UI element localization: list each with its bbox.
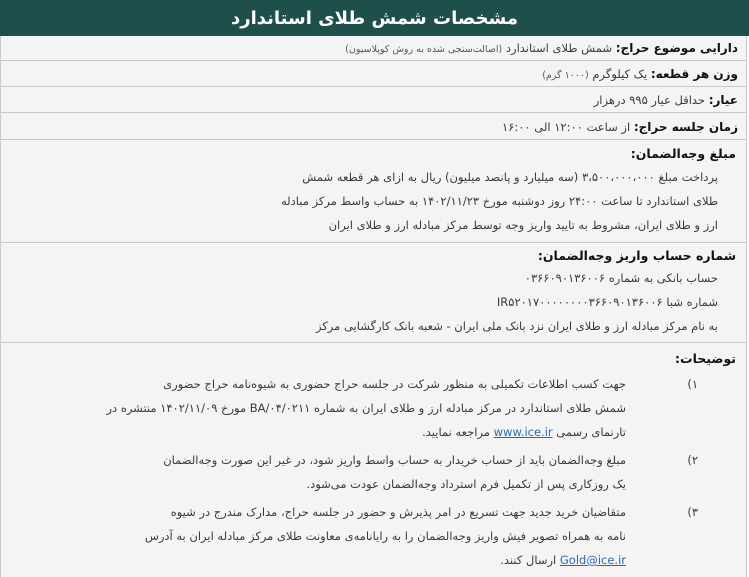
note-text: مراجعه نمایید. <box>422 425 490 439</box>
session-value: از ساعت ۱۲:۰۰ الی ۱۶:۰۰ <box>502 120 631 134</box>
weight-row <box>0 61 747 87</box>
session-row <box>0 113 747 140</box>
note-number: ۱) <box>687 377 698 391</box>
note-line: یک روزکاری پس از تکمیل فرم استرداد وجه‌الضمان عودت می‌شود. <box>306 477 626 491</box>
account-holder: به نام مرکز مبادله ارز و طلای ایران نزد بانک ملی ایران - شعبه بانک کارگشایی مرکز <box>315 319 718 333</box>
iban-number: شماره شبا IR۵۲۰۱۷۰۰۰۰۰۰۰۰۳۶۶۰۹۰۱۳۶۰۰۶ <box>496 295 718 309</box>
guarantee-line: پرداخت مبلغ ۳،۵۰۰،۰۰۰،۰۰۰ (سه میلیارد و پانصد میلیون) ریال به ازای هر قطعه شمش <box>302 170 718 184</box>
guarantee-section <box>0 140 747 243</box>
note-line <box>111 553 626 567</box>
note-text: ارسال کنند. <box>500 553 557 567</box>
weight-value: یک کیلوگرم <box>592 67 648 81</box>
note-line: متقاضیان خرید جدید جهت تسریع در امر پذیرش و حضور در جلسه حراج، مدارک مندرج در شیوه <box>170 505 626 519</box>
guarantee-line: طلای استاندارد تا ساعت ۲۴:۰۰ روز دوشنبه مورخ ۱۴۰۲/۱۱/۲۳ به حساب واسط مرکز مبادله <box>280 194 718 208</box>
account-section <box>0 243 747 343</box>
note-number: ۲) <box>687 453 698 467</box>
note-text: تارنمای رسمی <box>556 425 626 439</box>
account-title: شماره حساب واریز وجه‌الضمان: <box>537 248 736 263</box>
guarantee-title: مبلغ وجه‌الضمان: <box>630 146 736 161</box>
purity-value: حداقل عیار ۹۹۵ درهزار <box>593 93 706 107</box>
note-line: جهت کسب اطلاعات تکمیلی به منظور شرکت در جلسه حراج حضوری به شیوه‌نامه حراج حضوری <box>163 377 626 391</box>
subject-label: دارایی موضوع حراج: <box>615 41 738 55</box>
notes-section <box>0 343 747 577</box>
note-line: شمش طلای استاندارد در مرکز مبادله ارز و طلای ایران به شماره ۰۴/۰۲۱۱/BA مورخ ۱۴۰۲/۱۱/۰۹ منتشره در <box>106 401 626 415</box>
email-link[interactable]: Gold@ice.ir <box>559 553 626 567</box>
subject-row <box>0 36 747 61</box>
purity-row <box>0 87 747 113</box>
website-link[interactable]: www.ice.ir <box>493 425 553 439</box>
subject-value: شمش طلای استاندارد <box>505 41 613 55</box>
notes-title: توضیحات: <box>675 351 736 366</box>
note-line: نامه به همراه تصویر فیش واریز وجه‌الضمان را به رایانامه‌ی معاونت طلای مرکز مبادله ایران به آدرس <box>144 529 626 543</box>
note-number: ۳) <box>687 505 698 519</box>
sheet-title: مشخصات شمش طلای استاندارد <box>0 0 749 36</box>
guarantee-line: ارز و طلای ایران، مشروط به تایید واریز وجه توسط مرکز مبادله ارز و طلای ایران <box>328 218 718 232</box>
session-label: زمان جلسه حراج: <box>633 120 738 134</box>
purity-label: عیار: <box>708 93 738 107</box>
weight-label: وزن هر قطعه: <box>650 67 738 81</box>
note-line: مبلغ وجه‌الضمان باید از حساب خریدار به حساب واسط واریز شود، در غیر این صورت وجه‌الضمان <box>163 453 626 467</box>
subject-note: (اصالت‌سنجی شده به روش کوپلاسیون) <box>345 44 503 55</box>
weight-note: (۱۰۰۰ گرم) <box>542 70 589 81</box>
note-line <box>111 425 626 439</box>
account-number: حساب بانکی به شماره ۰۳۶۶۰۹۰۱۳۶۰۰۶ <box>524 271 718 285</box>
